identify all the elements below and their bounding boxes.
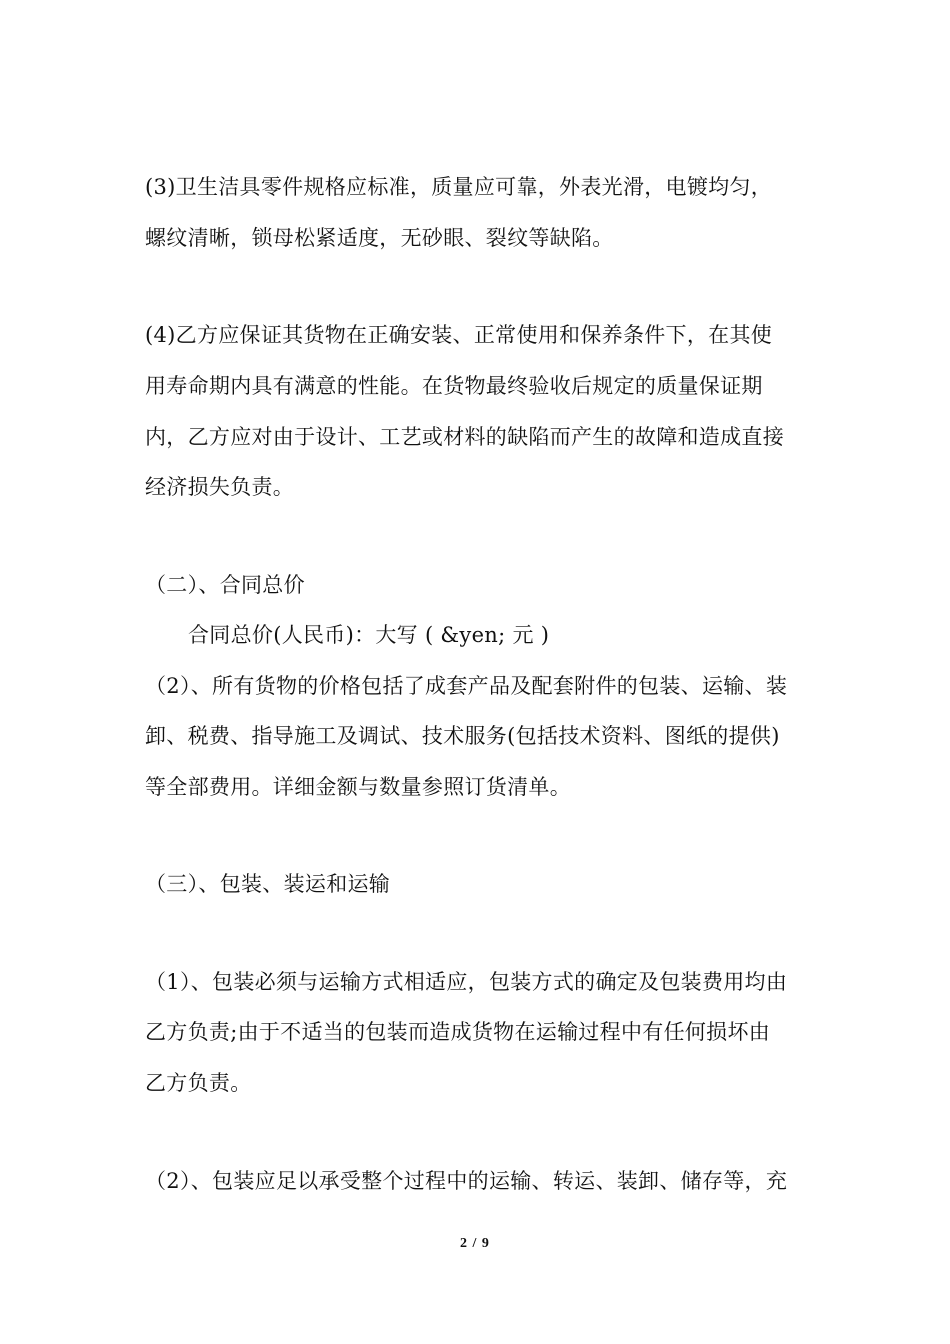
packaging-paragraph-1-line-2: 乙方负责;由于不适当的包装而造成货物在运输过程中有任何损坏由 <box>145 1020 771 1044</box>
packaging-paragraph-1-line-1: （1）、包装必须与运输方式相适应，包装方式的确定及包装费用均由 <box>145 970 788 994</box>
price-paragraph-line-1: （2）、所有货物的价格包括了成套产品及配套附件的包装、运输、装 <box>145 674 788 698</box>
page-number: 2 / 9 <box>460 1236 490 1251</box>
packaging-paragraph-2-line-1: （2）、包装应足以承受整个过程中的运输、转运、装卸、储存等，充 <box>145 1169 788 1193</box>
paragraph-4-line-3: 内，乙方应对由于设计、工艺或材料的缺陷而产生的故障和造成直接 <box>145 425 784 449</box>
packaging-paragraph-1-line-3: 乙方负责。 <box>145 1071 252 1095</box>
paragraph-4-line-4: 经济损失负责。 <box>145 475 295 499</box>
paragraph-4-line-1: (4)乙方应保证其货物在正确安装、正常使用和保养条件下，在其使 <box>145 323 773 347</box>
price-paragraph-line-2: 卸、税费、指导施工及调试、技术服务(包括技术资料、图纸的提供) <box>145 724 780 748</box>
paragraph-4-line-2: 用寿命期内具有满意的性能。在货物最终验收后规定的质量保证期 <box>145 374 763 398</box>
paragraph-3-line-1: (3)卫生洁具零件规格应标准，质量应可靠，外表光滑，电镀均匀， <box>145 175 773 199</box>
section-heading-packaging: （三）、包装、装运和运输 <box>145 872 391 896</box>
section-heading-contract-price: （二）、合同总价 <box>145 573 305 597</box>
price-paragraph-line-3: 等全部费用。详细金额与数量参照订货清单。 <box>145 775 571 799</box>
paragraph-3-line-2: 螺纹清晰，锁母松紧适度，无砂眼、裂纹等缺陷。 <box>145 226 614 250</box>
contract-price-line: 合同总价(人民币)：大写 ( &yen; 元 ) <box>188 623 550 647</box>
